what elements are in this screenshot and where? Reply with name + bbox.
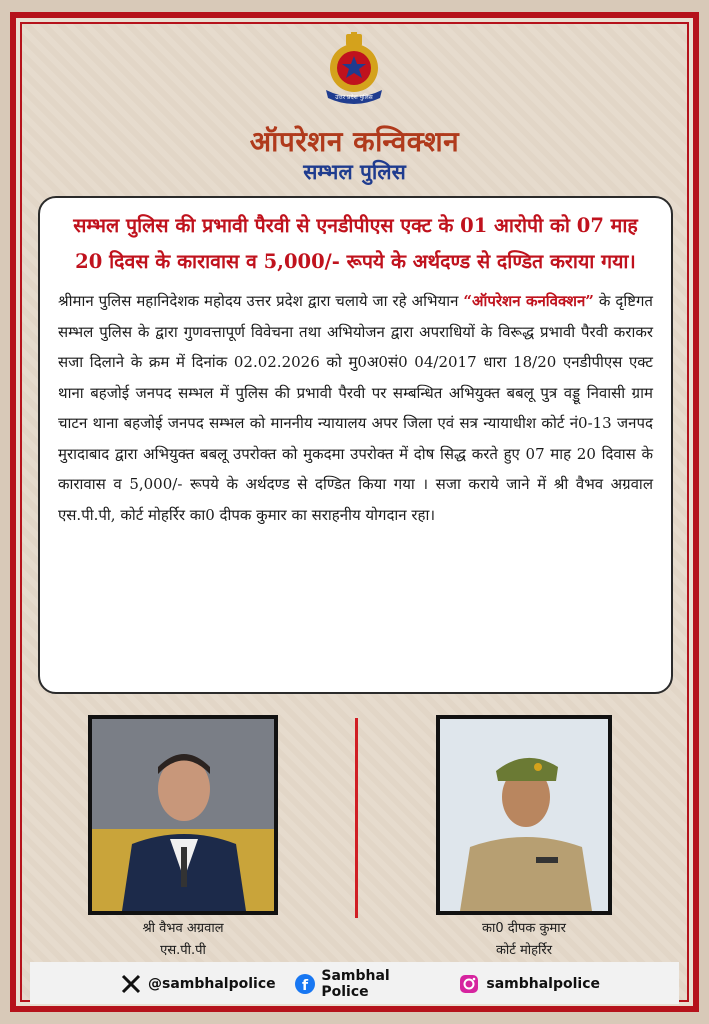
person-name: का0 दीपक कुमार: [482, 921, 566, 936]
caption-left: [88, 918, 278, 962]
body-highlight: “ऑपरेशन कनविक्शन”: [463, 292, 594, 310]
body-part-2: के दृष्टिगत सम्भल पुलिस के द्वारा गुणवत्तापूर्ण विवेचना तथा अभियोजन द्वारा अपराधियों के विरूद्ध प्रभावी पैरवी कराकर सजा दिलाने के क्रम में दिनांक 02.02.2026 को मु0अ0सं0 04/2017 धारा 18/20 एनडीपीएस एक्ट थाना बहजोई जनपद सम्भल में पुलिस की प्रभावी पैरवी पर सम्बन्धित अभियुक्त बबलू पुत्र वड्डू निवासी ग्राम चाटन थाना बहजोई जनपद सम्भल को माननीय न्यायालय अपर जिला एवं सत्र न्यायाधीश कोर्ट नं0-13 जनपद मुरादाबाद द्वारा अभियुक्त बबलू उपरोक्त को मुकदमा उपरोक्त में दोष सिद्ध करते हुए 07 माह 20 दिवास के कारावास व 5,000/- रूपये के अर्थदण्ड से दण्डित किया गया । सजा कराये जाने में श्री वैभव अग्रवाल एस.पी.पी, कोर्ट मोहर्रिर का0 दीपक कुमार का सराहनीय योगदान रहा।: [58, 292, 653, 524]
social-facebook[interactable]: [294, 968, 441, 1000]
person-role: एस.पी.पी: [160, 943, 206, 958]
svg-text:f: f: [301, 978, 308, 994]
brand-subtitle: सम्भल पुलिस: [303, 160, 406, 184]
caption-right: [436, 918, 612, 962]
emblem-text: उत्तर प्रदेश पुलिस: [335, 94, 373, 101]
x-logo-icon: [120, 973, 142, 995]
person-photo-icon: [440, 719, 608, 911]
photo-divider: [355, 718, 358, 918]
person-name: श्री वैभव अग्रवाल: [142, 921, 224, 936]
person-photo-icon: [92, 719, 274, 911]
social-instagram[interactable]: [458, 973, 600, 995]
social-x-handle: @sambhalpolice: [148, 976, 276, 992]
photo-left: [88, 715, 278, 915]
headline: सम्भल पुलिस की प्रभावी पैरवी से एनडीपीएस एक्ट के 01 आरोपी को 07 माह 20 दिवस के कारावास व 5,000/- रूपये के अर्थदण्ड से दण्डित कराया गया।: [73, 214, 638, 273]
body-part-1: श्रीमान पुलिस महानिदेशक महोदय उत्तर प्रदेश द्वारा चलाये जा रहे अभियान: [58, 292, 464, 310]
social-instagram-handle: sambhalpolice: [486, 976, 600, 992]
instagram-icon: [458, 973, 480, 995]
social-bar: [120, 966, 600, 1002]
social-facebook-handle: Sambhal Police: [321, 968, 390, 1000]
news-card: [38, 196, 673, 694]
social-x[interactable]: [120, 973, 276, 995]
photo-right: [436, 715, 612, 915]
person-role: कोर्ट मोहर्रिर: [495, 943, 553, 958]
up-police-emblem-icon: [318, 32, 390, 110]
facebook-icon: [294, 973, 316, 995]
brand-title: ऑपरेशन कन्विक्शन: [249, 125, 460, 158]
body-text: [58, 286, 653, 530]
